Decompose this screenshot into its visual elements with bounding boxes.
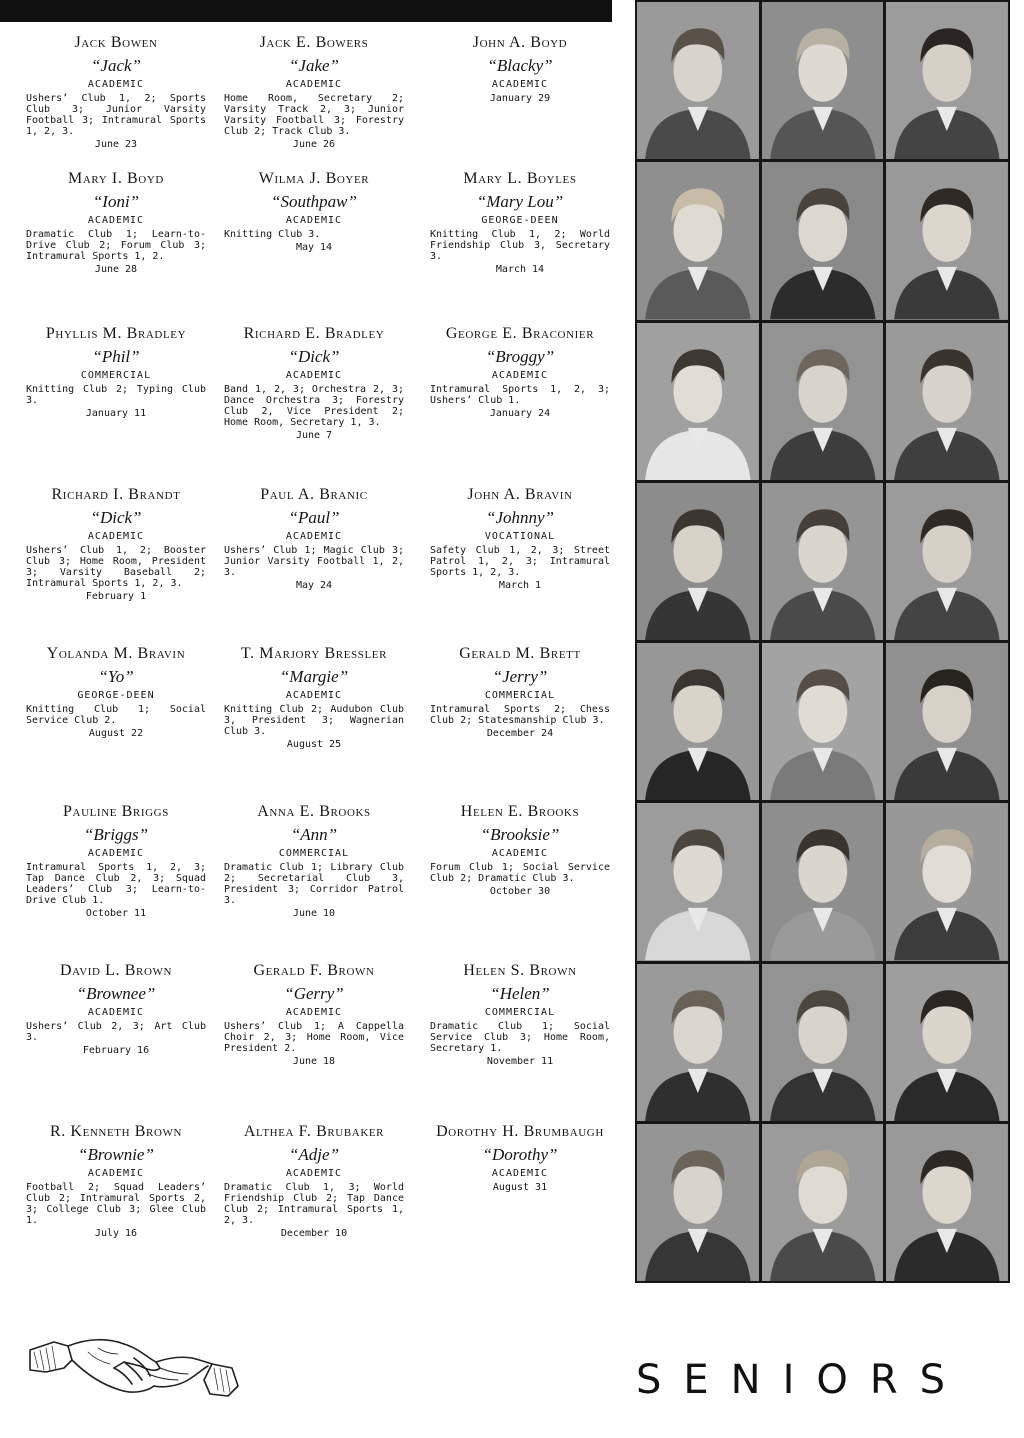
- senior-entry: [422, 170, 618, 276]
- senior-activities: Knitting Club 3.: [224, 229, 321, 240]
- senior-activities: Home Room, Secretary 2; Varsity Track 2, 3; Junior Varsity Football 3; Forestry Club 2; Track Club 3.: [224, 93, 404, 137]
- senior-name: Wilma J. Boyer: [258, 170, 370, 187]
- senior-nickname: “Margie”: [279, 667, 349, 686]
- senior-course: ACADEMIC: [285, 1168, 343, 1179]
- senior-nickname: “Jake”: [288, 56, 340, 75]
- senior-entry: [422, 1123, 618, 1194]
- senior-birthday: October 11: [85, 908, 147, 919]
- senior-nickname: “Johnny”: [486, 508, 554, 527]
- senior-portrait: [762, 2, 884, 159]
- seniors-heading: SENIORS: [636, 1357, 968, 1403]
- senior-entry: [422, 486, 618, 592]
- senior-course: ACADEMIC: [87, 79, 145, 90]
- senior-course: ACADEMIC: [491, 848, 549, 859]
- senior-nickname: “Yo”: [98, 667, 134, 686]
- senior-entry: [18, 1123, 214, 1240]
- senior-entry: [18, 645, 214, 740]
- senior-portrait: [762, 162, 884, 319]
- senior-nickname: “Gerry”: [284, 984, 344, 1003]
- senior-name: Anna E. Brooks: [257, 803, 371, 820]
- senior-nickname: “Mary Lou”: [476, 192, 564, 211]
- senior-name: Pauline Briggs: [63, 803, 169, 820]
- senior-name: George E. Braconier: [445, 325, 595, 342]
- senior-portrait: [637, 323, 759, 480]
- senior-portrait: [762, 1124, 884, 1281]
- senior-birthday: August 22: [88, 728, 144, 739]
- senior-nickname: “Brooksie”: [480, 825, 560, 844]
- senior-entry: [216, 34, 412, 151]
- senior-activities: Dramatic Club 1, 3; World Friendship Club 2; Tap Dance Club 2; Intramural Sports 1, 2, 3.: [224, 1182, 404, 1226]
- senior-birthday: February 1: [85, 591, 147, 602]
- senior-birthday: January 24: [489, 408, 551, 419]
- senior-course: ACADEMIC: [491, 370, 549, 381]
- senior-portrait: [886, 964, 1008, 1121]
- senior-birthday: June 28: [94, 264, 138, 275]
- senior-portrait: [637, 483, 759, 640]
- senior-activities: Ushers’ Club 1, 2; Booster Club 3; Home Room, President 3; Varsity Baseball 2; Intramural Sports 1, 2, 3.: [26, 545, 206, 589]
- senior-activities: Intramural Sports 1, 2, 3; Ushers’ Club 1.: [430, 384, 610, 406]
- senior-name: Jack Bowen: [74, 34, 158, 51]
- senior-activities: Ushers’ Club 1, 2; Sports Club 3; Junior Varsity Football 3; Intramural Sports 1, 2, 3.: [26, 93, 206, 137]
- senior-portrait: [886, 323, 1008, 480]
- senior-course: ACADEMIC: [87, 531, 145, 542]
- senior-course: ACADEMIC: [285, 1007, 343, 1018]
- senior-activities: Band 1, 2, 3; Orchestra 2, 3; Dance Orchestra 3; Forestry Club 2, Vice President 2; Home Room, Secretary 1, 3.: [224, 384, 404, 428]
- senior-activities: Ushers’ Club 2, 3; Art Club 3.: [26, 1021, 206, 1043]
- senior-nickname: “Briggs”: [83, 825, 149, 844]
- senior-portrait: [886, 2, 1008, 159]
- senior-course: ACADEMIC: [491, 1168, 549, 1179]
- senior-name: Phyllis M. Bradley: [45, 325, 187, 342]
- senior-entry: [216, 170, 412, 254]
- senior-name: Richard I. Brandt: [51, 486, 181, 503]
- senior-activities: Ushers’ Club 1; A Cappella Choir 2, 3; Home Room, Vice President 2.: [224, 1021, 404, 1054]
- senior-nickname: “Jack”: [90, 56, 142, 75]
- senior-birthday: May 24: [295, 580, 333, 591]
- senior-course: COMMERCIAL: [484, 690, 556, 701]
- senior-name: Althea F. Brubaker: [243, 1123, 385, 1140]
- senior-portrait: [886, 483, 1008, 640]
- senior-nickname: “Southpaw”: [271, 192, 357, 211]
- senior-portrait: [886, 643, 1008, 800]
- senior-portrait: [762, 643, 884, 800]
- senior-name: John A. Bravin: [467, 486, 573, 503]
- senior-birthday: July 16: [94, 1228, 138, 1239]
- senior-entry: [18, 170, 214, 276]
- senior-portrait: [762, 323, 884, 480]
- senior-name: R. Kenneth Brown: [49, 1123, 183, 1140]
- senior-birthday: June 10: [292, 908, 336, 919]
- senior-birthday: June 7: [295, 430, 333, 441]
- portrait-grid: [635, 0, 1010, 1283]
- senior-activities: Dramatic Club 1; Library Club 2; Secretarial Club 3, President 3; Corridor Patrol 3.: [224, 862, 404, 906]
- senior-birthday: June 26: [292, 139, 336, 150]
- senior-course: GEORGE-DEEN: [481, 215, 559, 226]
- handshake-icon: [28, 1328, 240, 1408]
- senior-name: David L. Brown: [59, 962, 173, 979]
- senior-entry: [18, 962, 214, 1057]
- senior-birthday: May 14: [295, 242, 333, 253]
- senior-nickname: “Paul”: [288, 508, 340, 527]
- senior-entry: [422, 34, 618, 105]
- senior-nickname: “Dick”: [288, 347, 340, 366]
- senior-course: VOCATIONAL: [484, 531, 556, 542]
- senior-activities: Intramural Sports 1, 2, 3; Tap Dance Club 2, 3; Squad Leaders’ Club 3; Learn-to-Drive Club 1.: [26, 862, 206, 906]
- senior-portrait: [637, 1124, 759, 1281]
- senior-portrait: [762, 803, 884, 960]
- senior-course: ACADEMIC: [285, 79, 343, 90]
- senior-activities: Dramatic Club 1; Learn-to-Drive Club 2; Forum Club 3; Intramural Sports 1, 2.: [26, 229, 206, 262]
- senior-activities: Intramural Sports 2; Chess Club 2; Statesmanship Club 3.: [430, 704, 610, 726]
- senior-entry: [216, 325, 412, 442]
- senior-birthday: December 24: [486, 728, 554, 739]
- senior-entry: [18, 34, 214, 151]
- senior-activities: Forum Club 1; Social Service Club 2; Dramatic Club 3.: [430, 862, 610, 884]
- senior-course: ACADEMIC: [87, 215, 145, 226]
- senior-course: COMMERCIAL: [278, 848, 350, 859]
- senior-name: Dorothy H. Brumbaugh: [436, 1123, 604, 1140]
- senior-course: ACADEMIC: [87, 1168, 145, 1179]
- senior-entry: [216, 486, 412, 592]
- senior-nickname: “Broggy”: [485, 347, 555, 366]
- senior-portrait: [637, 2, 759, 159]
- senior-nickname: “Brownie”: [78, 1145, 154, 1164]
- senior-nickname: “Blacky”: [487, 56, 553, 75]
- senior-portrait: [637, 964, 759, 1121]
- senior-course: ACADEMIC: [285, 531, 343, 542]
- senior-portrait: [637, 643, 759, 800]
- senior-entry: [216, 962, 412, 1068]
- senior-birthday: October 30: [489, 886, 551, 897]
- senior-activities: Knitting Club 2; Audubon Club 3, President 3; Wagnerian Club 3.: [224, 704, 404, 737]
- senior-activities: Knitting Club 1, 2; World Friendship Club 3, Secretary 3.: [430, 229, 610, 262]
- senior-entry: [18, 803, 214, 920]
- senior-birthday: January 29: [489, 93, 551, 104]
- senior-birthday: November 11: [486, 1056, 554, 1067]
- senior-birthday: March 14: [495, 264, 545, 275]
- senior-course: ACADEMIC: [87, 848, 145, 859]
- senior-entry: [18, 325, 214, 420]
- senior-course: ACADEMIC: [491, 79, 549, 90]
- senior-name: Helen S. Brown: [463, 962, 577, 979]
- senior-birthday: June 18: [292, 1056, 336, 1067]
- senior-birthday: August 31: [492, 1182, 548, 1193]
- senior-portrait: [637, 803, 759, 960]
- senior-nickname: “Ann”: [290, 825, 338, 844]
- senior-activities: Ushers’ Club 1; Magic Club 3; Junior Varsity Football 1, 2, 3.: [224, 545, 404, 578]
- senior-nickname: “Helen”: [490, 984, 550, 1003]
- senior-entry: [422, 803, 618, 898]
- senior-portrait: [762, 964, 884, 1121]
- senior-course: ACADEMIC: [285, 215, 343, 226]
- senior-name: Helen E. Brooks: [460, 803, 580, 820]
- senior-birthday: June 23: [94, 139, 138, 150]
- senior-entry: [422, 325, 618, 420]
- senior-nickname: “Adje”: [288, 1145, 340, 1164]
- senior-birthday: August 25: [286, 739, 342, 750]
- senior-name: Gerald F. Brown: [253, 962, 375, 979]
- senior-portrait: [762, 483, 884, 640]
- senior-name: Richard E. Bradley: [243, 325, 385, 342]
- senior-name: John A. Boyd: [472, 34, 568, 51]
- senior-nickname: “Dick”: [90, 508, 142, 527]
- senior-entry: [422, 645, 618, 740]
- senior-birthday: December 10: [280, 1228, 348, 1239]
- senior-birthday: March 1: [498, 580, 542, 591]
- senior-activities: Football 2; Squad Leaders’ Club 2; Intramural Sports 2, 3; College Club 3; Glee Club 1.: [26, 1182, 206, 1226]
- senior-course: GEORGE-DEEN: [77, 690, 155, 701]
- senior-birthday: February 16: [82, 1045, 150, 1056]
- senior-name: Gerald M. Brett: [459, 645, 581, 662]
- senior-course: COMMERCIAL: [80, 370, 152, 381]
- senior-name: Jack E. Bowers: [259, 34, 369, 51]
- senior-birthday: January 11: [85, 408, 147, 419]
- senior-course: ACADEMIC: [285, 690, 343, 701]
- senior-entry: [18, 486, 214, 603]
- senior-name: Paul A. Branic: [260, 486, 368, 503]
- senior-entry: [422, 962, 618, 1068]
- senior-entry: [216, 645, 412, 751]
- senior-course: ACADEMIC: [285, 370, 343, 381]
- senior-name: Yolanda M. Bravin: [46, 645, 186, 662]
- senior-activities: Safety Club 1, 2, 3; Street Patrol 1, 2, 3; Intramural Sports 1, 2, 3.: [430, 545, 610, 578]
- senior-course: ACADEMIC: [87, 1007, 145, 1018]
- senior-course: COMMERCIAL: [484, 1007, 556, 1018]
- senior-nickname: “Ioni”: [92, 192, 140, 211]
- senior-portrait: [637, 162, 759, 319]
- senior-nickname: “Phil”: [92, 347, 140, 366]
- senior-portrait: [886, 1124, 1008, 1281]
- senior-activities: Knitting Club 1; Social Service Club 2.: [26, 704, 206, 726]
- senior-name: Mary I. Boyd: [68, 170, 164, 187]
- senior-activities: Dramatic Club 1; Social Service Club 3; Home Room, Secretary 1.: [430, 1021, 610, 1054]
- senior-entry: [216, 1123, 412, 1240]
- senior-nickname: “Dorothy”: [482, 1145, 558, 1164]
- senior-portrait: [886, 162, 1008, 319]
- senior-entry: [216, 803, 412, 920]
- senior-portrait: [886, 803, 1008, 960]
- senior-nickname: “Brownee”: [76, 984, 156, 1003]
- senior-nickname: “Jerry”: [492, 667, 548, 686]
- senior-name: Mary L. Boyles: [463, 170, 577, 187]
- senior-activities: Knitting Club 2; Typing Club 3.: [26, 384, 206, 406]
- senior-name: T. Marjory Bressler: [240, 645, 388, 662]
